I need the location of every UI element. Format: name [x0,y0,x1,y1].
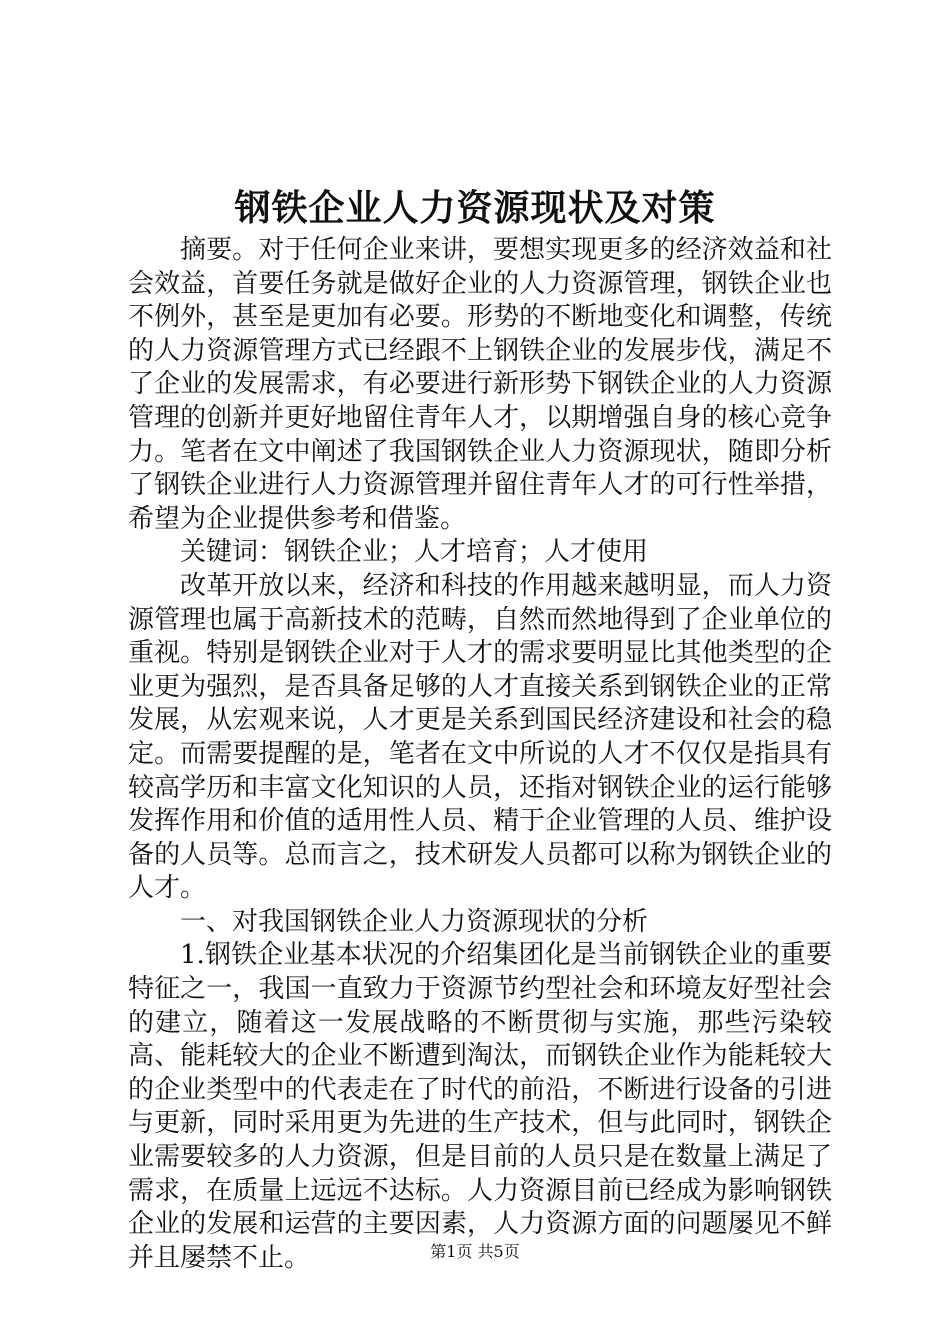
abstract-paragraph: 摘要。对于任何企业来讲，要想实现更多的经济效益和社会效益，首要任务就是做好企业的人力资源管理，钢铁企业也不例外，甚至是更加有必要。形势的不断地变化和调整，传统的人力资源管理方式已经跟不上钢铁企业的发展步伐，满足不了企业的发展需求，有必要进行新形势下钢铁企业的人力资源管理的创新并更好地留住青年人才，以期增强自身的核心竞争力。笔者在文中阐述了我国钢铁企业人力资源现状，随即分析了钢铁企业进行人力资源管理并留住青年人才的可行性举措，希望为企业提供参考和借鉴。 [128,235,832,534]
document-body [128,234,832,1275]
keywords-paragraph: 关键词：钢铁企业；人才培育；人才使用 [180,537,649,568]
body-paragraph: 1.钢铁企业基本状况的介绍集团化是当前钢铁企业的重要特征之一，我国一直致力于资源节约型社会和环境友好型社会的建立，随着这一发展战略的不断贯彻与实施，那些污染较高、能耗较大的企业不断遭到淘汰，而钢铁企业作为能耗较大的企业类型中的代表走在了时代的前沿，不断进行设备的引进与更新，同时采用更为先进的生产技术，但与此同时，钢铁企业需要较多的人力资源，但是目前的人员只是在数量上满足了需求，在质量上远远不达标。人力资源目前已经成为影响钢铁企业的发展和运营的主要因素，人力资源方面的问题屡见不鲜并且屡禁不止。 [128,940,832,1273]
document-title: 钢铁企业人力资源现状及对策 [234,187,716,229]
page-footer: 第1页 共5页 [430,1242,520,1261]
body-paragraph: 改革开放以来，经济和科技的作用越来越明显，而人力资源管理也属于高新技术的范畴，自然而然地得到了企业单位的重视。特别是钢铁企业对于人才的需求要明显比其他类型的企业更为强烈，是否具备足够的人才直接关系到钢铁企业的正常发展，从宏观来说，人才更是关系到国民经济建设和社会的稳定。而需要提醒的是，笔者在文中所说的人才不仅仅是指具有较高学历和丰富文化知识的人员，还指对钢铁企业的运行能够发挥作用和价值的适用性人员、精于企业管理的人员、维护设备的人员等。总而言之，技术研发人员都可以称为钢铁企业的人才。 [128,570,832,904]
section-heading: 一、对我国钢铁企业人力资源现状的分析 [180,906,649,937]
